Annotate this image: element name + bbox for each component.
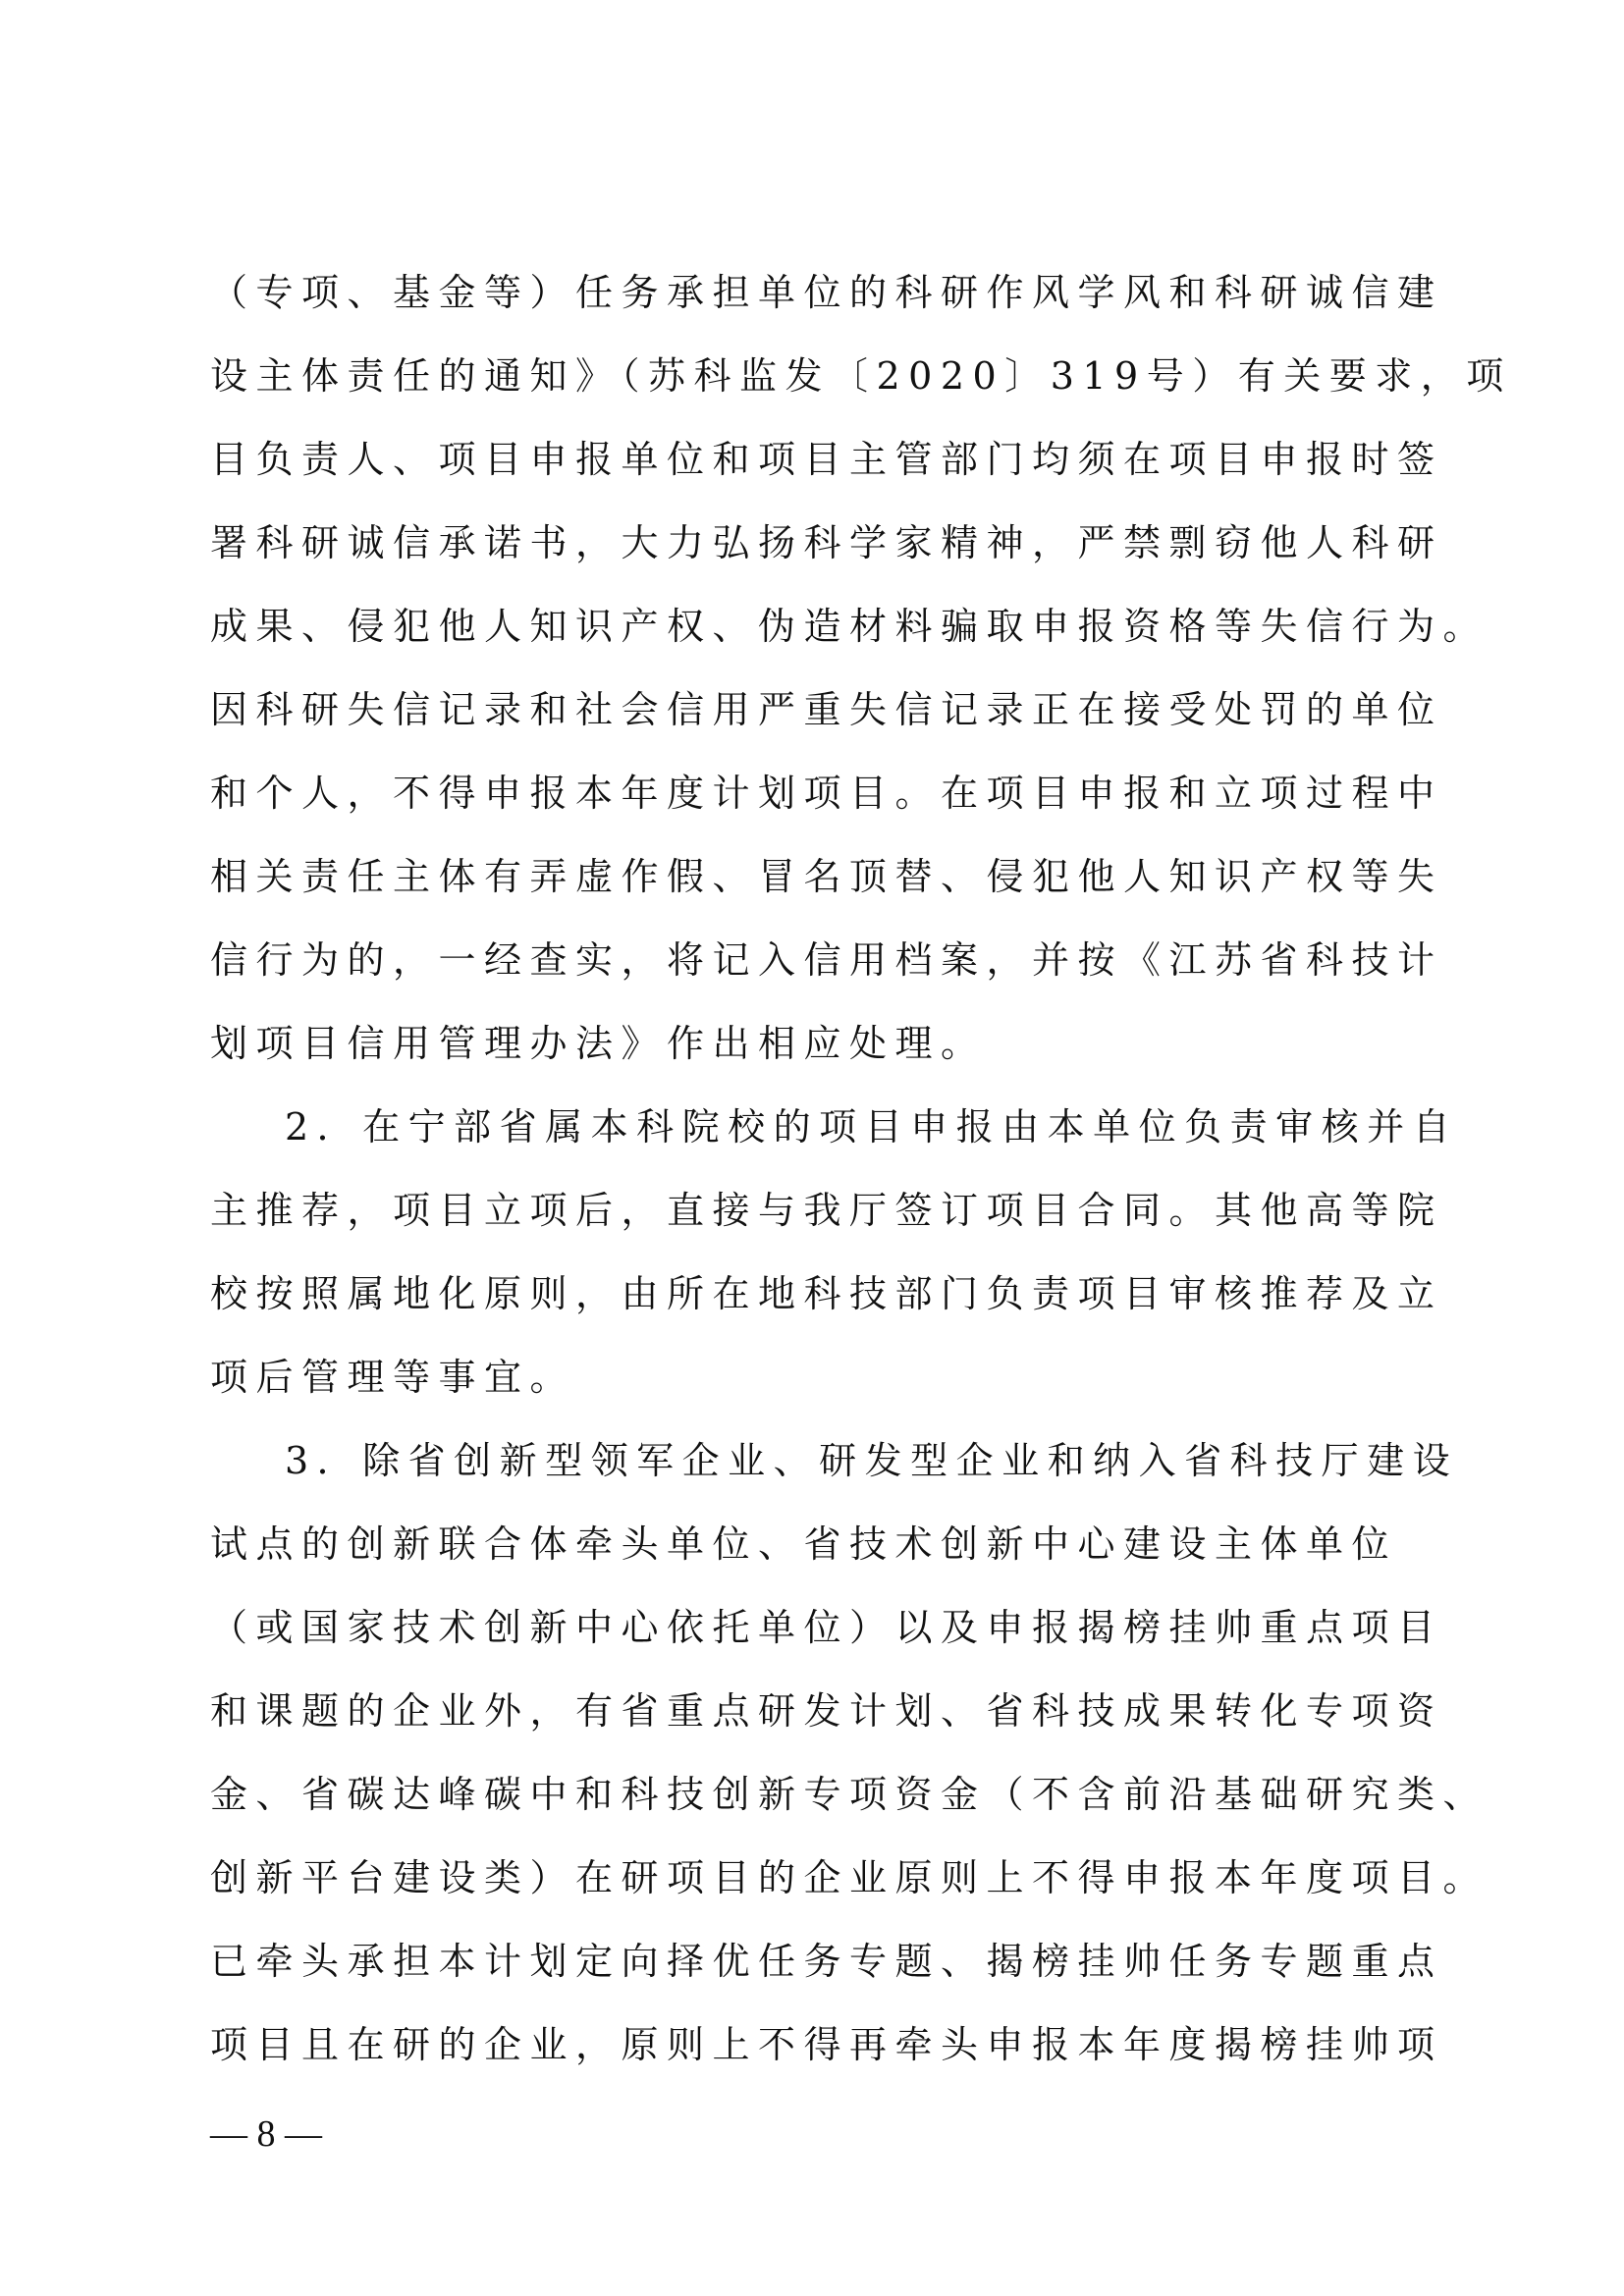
paragraph-2-first-line: 2．在宁部省属本科院校的项目申报由本单位负责审核并自 <box>285 1105 1459 1148</box>
page-number: — 8 — <box>210 2113 322 2155</box>
body-text-line: 试点的创新联合体牵头单位、省技术创新中心建设主体单位 <box>210 1522 1398 1566</box>
body-text-line: （专项、基金等）任务承担单位的科研作风学风和科研诚信建 <box>210 271 1443 314</box>
body-text-line: 相关责任主体有弄虚作假、冒名顶替、侵犯他人知识产权等失 <box>210 855 1443 898</box>
body-text-line: 和课题的企业外，有省重点研发计划、省科技成果转化专项资 <box>210 1689 1443 1733</box>
paragraph-3-first-line: 3．除省创新型领军企业、研发型企业和纳入省科技厅建设 <box>285 1439 1459 1482</box>
body-text-line: （或国家技术创新中心依托单位）以及申报揭榜挂帅重点项目 <box>210 1606 1443 1649</box>
body-text-line: 校按照属地化原则，由所在地科技部门负责项目审核推荐及立 <box>210 1272 1443 1315</box>
body-text-line: 因科研失信记录和社会信用严重失信记录正在接受处罚的单位 <box>210 688 1443 731</box>
body-text-line: 署科研诚信承诺书，大力弘扬科学家精神，严禁剽窃他人科研 <box>210 521 1443 564</box>
body-text-line: 信行为的，一经查实，将记入信用档案，并按《江苏省科技计 <box>210 938 1443 982</box>
body-text-line: 目负责人、项目申报单位和项目主管部门均须在项目申报时签 <box>210 438 1443 481</box>
body-text-line: 主推荐，项目立项后，直接与我厅签订项目合同。其他高等院 <box>210 1189 1443 1232</box>
body-text-line: 和个人，不得申报本年度计划项目。在项目申报和立项过程中 <box>210 772 1443 815</box>
body-text-line: 成果、侵犯他人知识产权、伪造材料骗取申报资格等失信行为。 <box>210 605 1489 648</box>
body-text-line: 项后管理等事宜。 <box>210 1356 576 1399</box>
body-text-line: 创新平台建设类）在研项目的企业原则上不得申报本年度项目。 <box>210 1856 1489 1899</box>
body-text-line: 金、省碳达峰碳中和科技创新专项资金（不含前沿基础研究类、 <box>210 1773 1489 1816</box>
body-text-line: 划项目信用管理办法》作出相应处理。 <box>210 1022 987 1065</box>
body-text-line: 已牵头承担本计划定向择优任务专题、揭榜挂帅任务专题重点 <box>210 1940 1443 1983</box>
body-text-line: 项目且在研的企业，原则上不得再牵头申报本年度揭榜挂帅项 <box>210 2023 1443 2066</box>
body-text-line: 设主体责任的通知》（苏科监发〔2020〕319号）有关要求，项 <box>210 354 1512 398</box>
